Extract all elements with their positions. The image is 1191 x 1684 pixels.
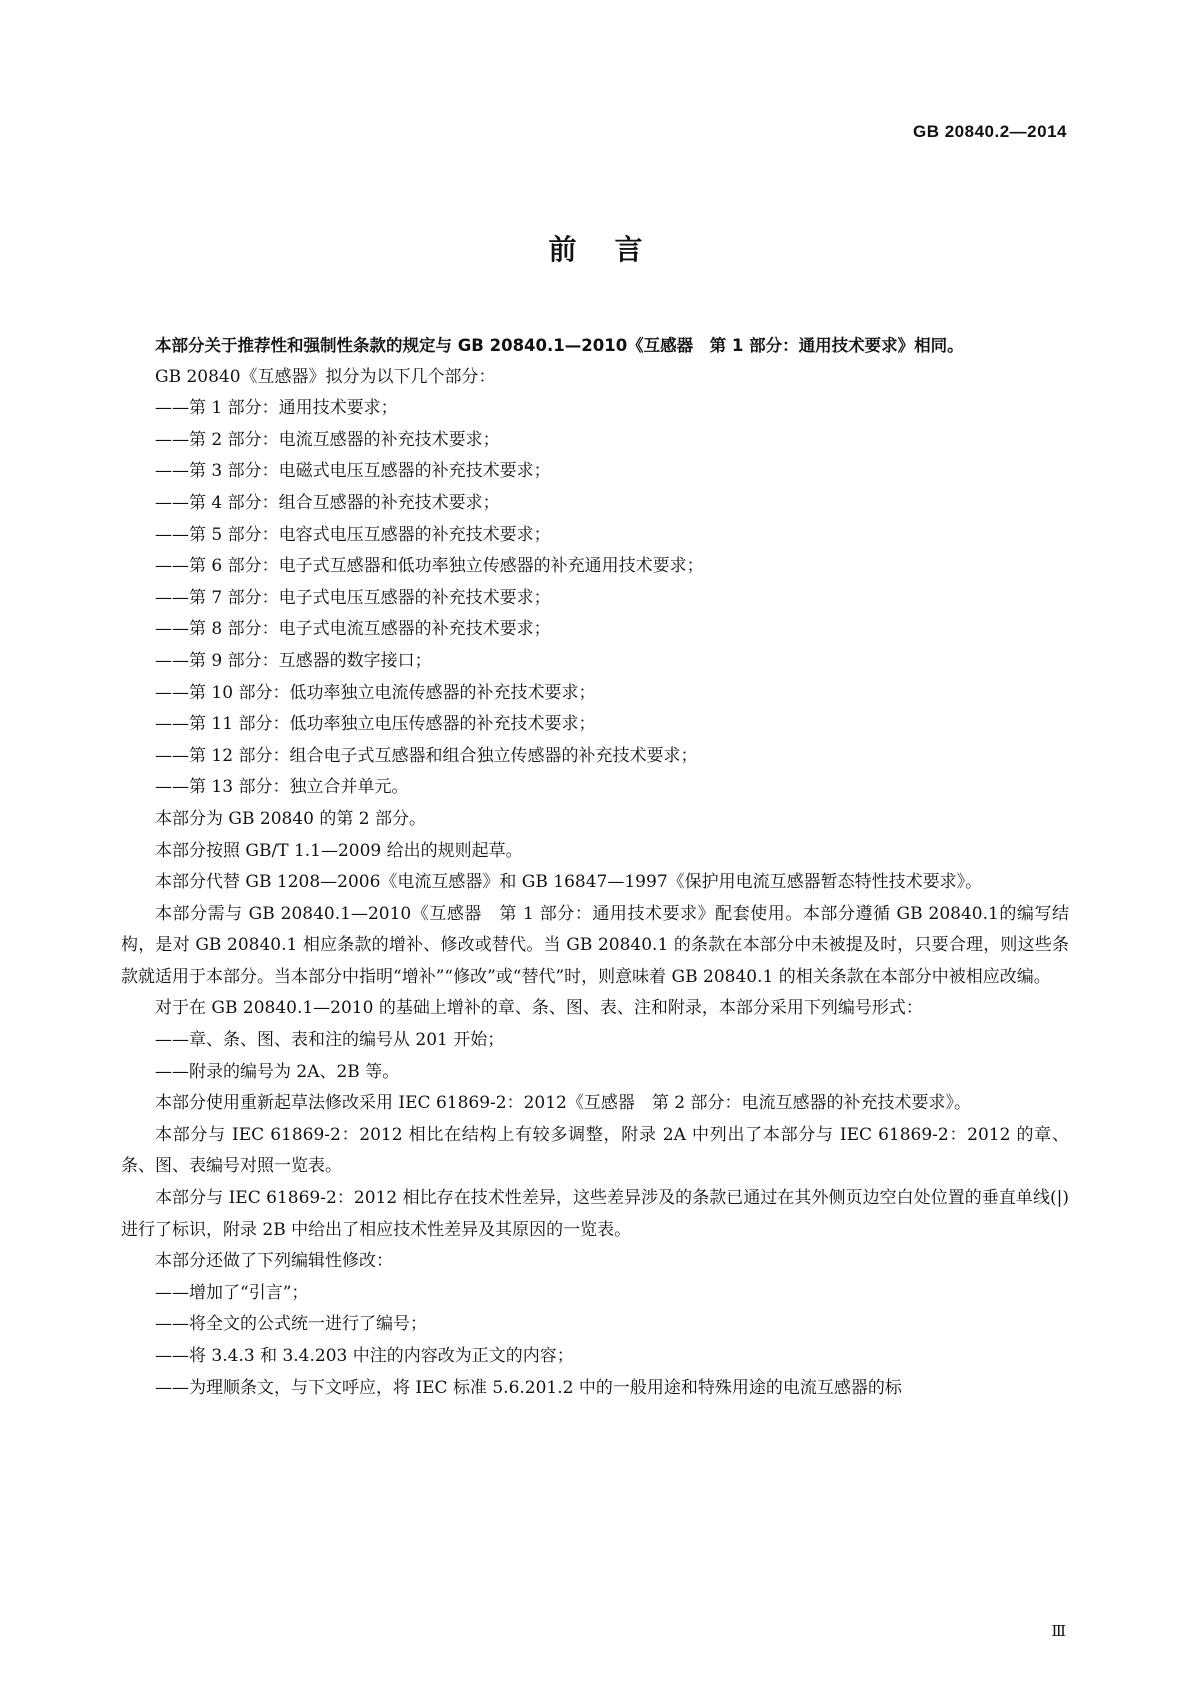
list-item: ——附录的编号为 2A、2B 等。 xyxy=(155,1061,400,1082)
list-item: ——第 3 部分：电磁式电压互感器的补充技术要求； xyxy=(155,461,551,482)
paragraph: 对于在 GB 20840.1—2010 的基础上增补的章、条、图、表、注和附录，本部分采用下列编号形式： xyxy=(155,998,923,1019)
paragraph: 本部分还做了下列编辑性修改： xyxy=(155,1251,393,1272)
paragraph: 本部分按照 GB/T 1.1—2009 给出的规则起草。 xyxy=(155,840,523,861)
paragraph: 本部分需与 GB 20840.1—2010《互感器 第 1 部分：通用技术要求》配套使用。本部分遵循 GB 20840.1的编写结构，是对 GB 20840.1 相应条款的增补、修改或替代。当 GB 20840.1 的条款在本部分中未被提及时，只要合理，则这些条款就适用于本部分。当本部分中指明“增补”“修改”或“替代”时，则意味着 GB 20840.1 的相关条款在本部分中被相应改编。 xyxy=(121,903,1069,987)
paragraph: 本部分代替 GB 1208—2006《电流互感器》和 GB 16847—1997《保护用电流互感器暂态特性技术要求》。 xyxy=(155,872,983,893)
paragraph: 本部分与 IEC 61869-2：2012 相比存在技术性差异，这些差异涉及的条款已通过在其外侧页边空白处位置的垂直单线(|)进行了标识，附录 2B 中给出了相应技术性差异及其原因的一览表。 xyxy=(121,1188,1069,1240)
list-item: ——第 8 部分：电子式电流互感器的补充技术要求； xyxy=(155,619,551,640)
document-body xyxy=(121,330,1069,1404)
paragraph: 本部分关于推荐性和强制性条款的规定与 GB 20840.1—2010《互感器 第 1 部分：通用技术要求》相同。 xyxy=(155,336,964,355)
page-number: Ⅲ xyxy=(1051,1622,1066,1640)
list-item: ——第 4 部分：组合互感器的补充技术要求； xyxy=(155,492,500,513)
list-item: ——为理顺条文，与下文呼应，将 IEC 标准 5.6.201.2 中的一般用途和特殊用途的电流互感器的标 xyxy=(155,1377,902,1398)
page-title: 前言 xyxy=(548,233,681,266)
standard-number: GB 20840.2—2014 xyxy=(913,122,1067,141)
list-item: ——第 6 部分：电子式互感器和低功率独立传感器的补充通用技术要求； xyxy=(155,556,704,577)
list-item: ——第 7 部分：电子式电压互感器的补充技术要求； xyxy=(155,587,551,608)
list-item: ——第 10 部分：低功率独立电流传感器的补充技术要求； xyxy=(155,682,596,703)
list-item: ——第 1 部分：通用技术要求； xyxy=(155,398,398,419)
list-item: ——第 9 部分：互感器的数字接口； xyxy=(155,650,432,671)
paragraph: 本部分与 IEC 61869-2：2012 相比在结构上有较多调整，附录 2A 中列出了本部分与 IEC 61869-2：2012 的章、条、图、表编号对照一览表。 xyxy=(121,1124,1069,1177)
list-item: ——将全文的公式统一进行了编号； xyxy=(155,1314,427,1335)
list-item: ——第 11 部分：低功率独立电压传感器的补充技术要求； xyxy=(155,714,596,735)
paragraph: GB 20840《互感器》拟分为以下几个部分： xyxy=(155,366,496,387)
list-item: ——第 5 部分：电容式电压互感器的补充技术要求； xyxy=(155,524,551,545)
list-item: ——增加了“引言”； xyxy=(155,1282,309,1303)
paragraph: 本部分为 GB 20840 的第 2 部分。 xyxy=(155,808,426,829)
list-item: ——第 2 部分：电流互感器的补充技术要求； xyxy=(155,429,500,450)
list-item: ——第 13 部分：独立合并单元。 xyxy=(155,777,409,798)
list-item: ——章、条、图、表和注的编号从 201 开始； xyxy=(155,1030,505,1051)
paragraph: 本部分使用重新起草法修改采用 IEC 61869-2：2012《互感器 第 2 部分：电流互感器的补充技术要求》。 xyxy=(155,1093,971,1114)
list-item: ——将 3.4.3 和 3.4.203 中注的内容改为正文的内容； xyxy=(155,1346,574,1366)
list-item: ——第 12 部分：组合电子式互感器和组合独立传感器的补充技术要求； xyxy=(155,745,698,766)
